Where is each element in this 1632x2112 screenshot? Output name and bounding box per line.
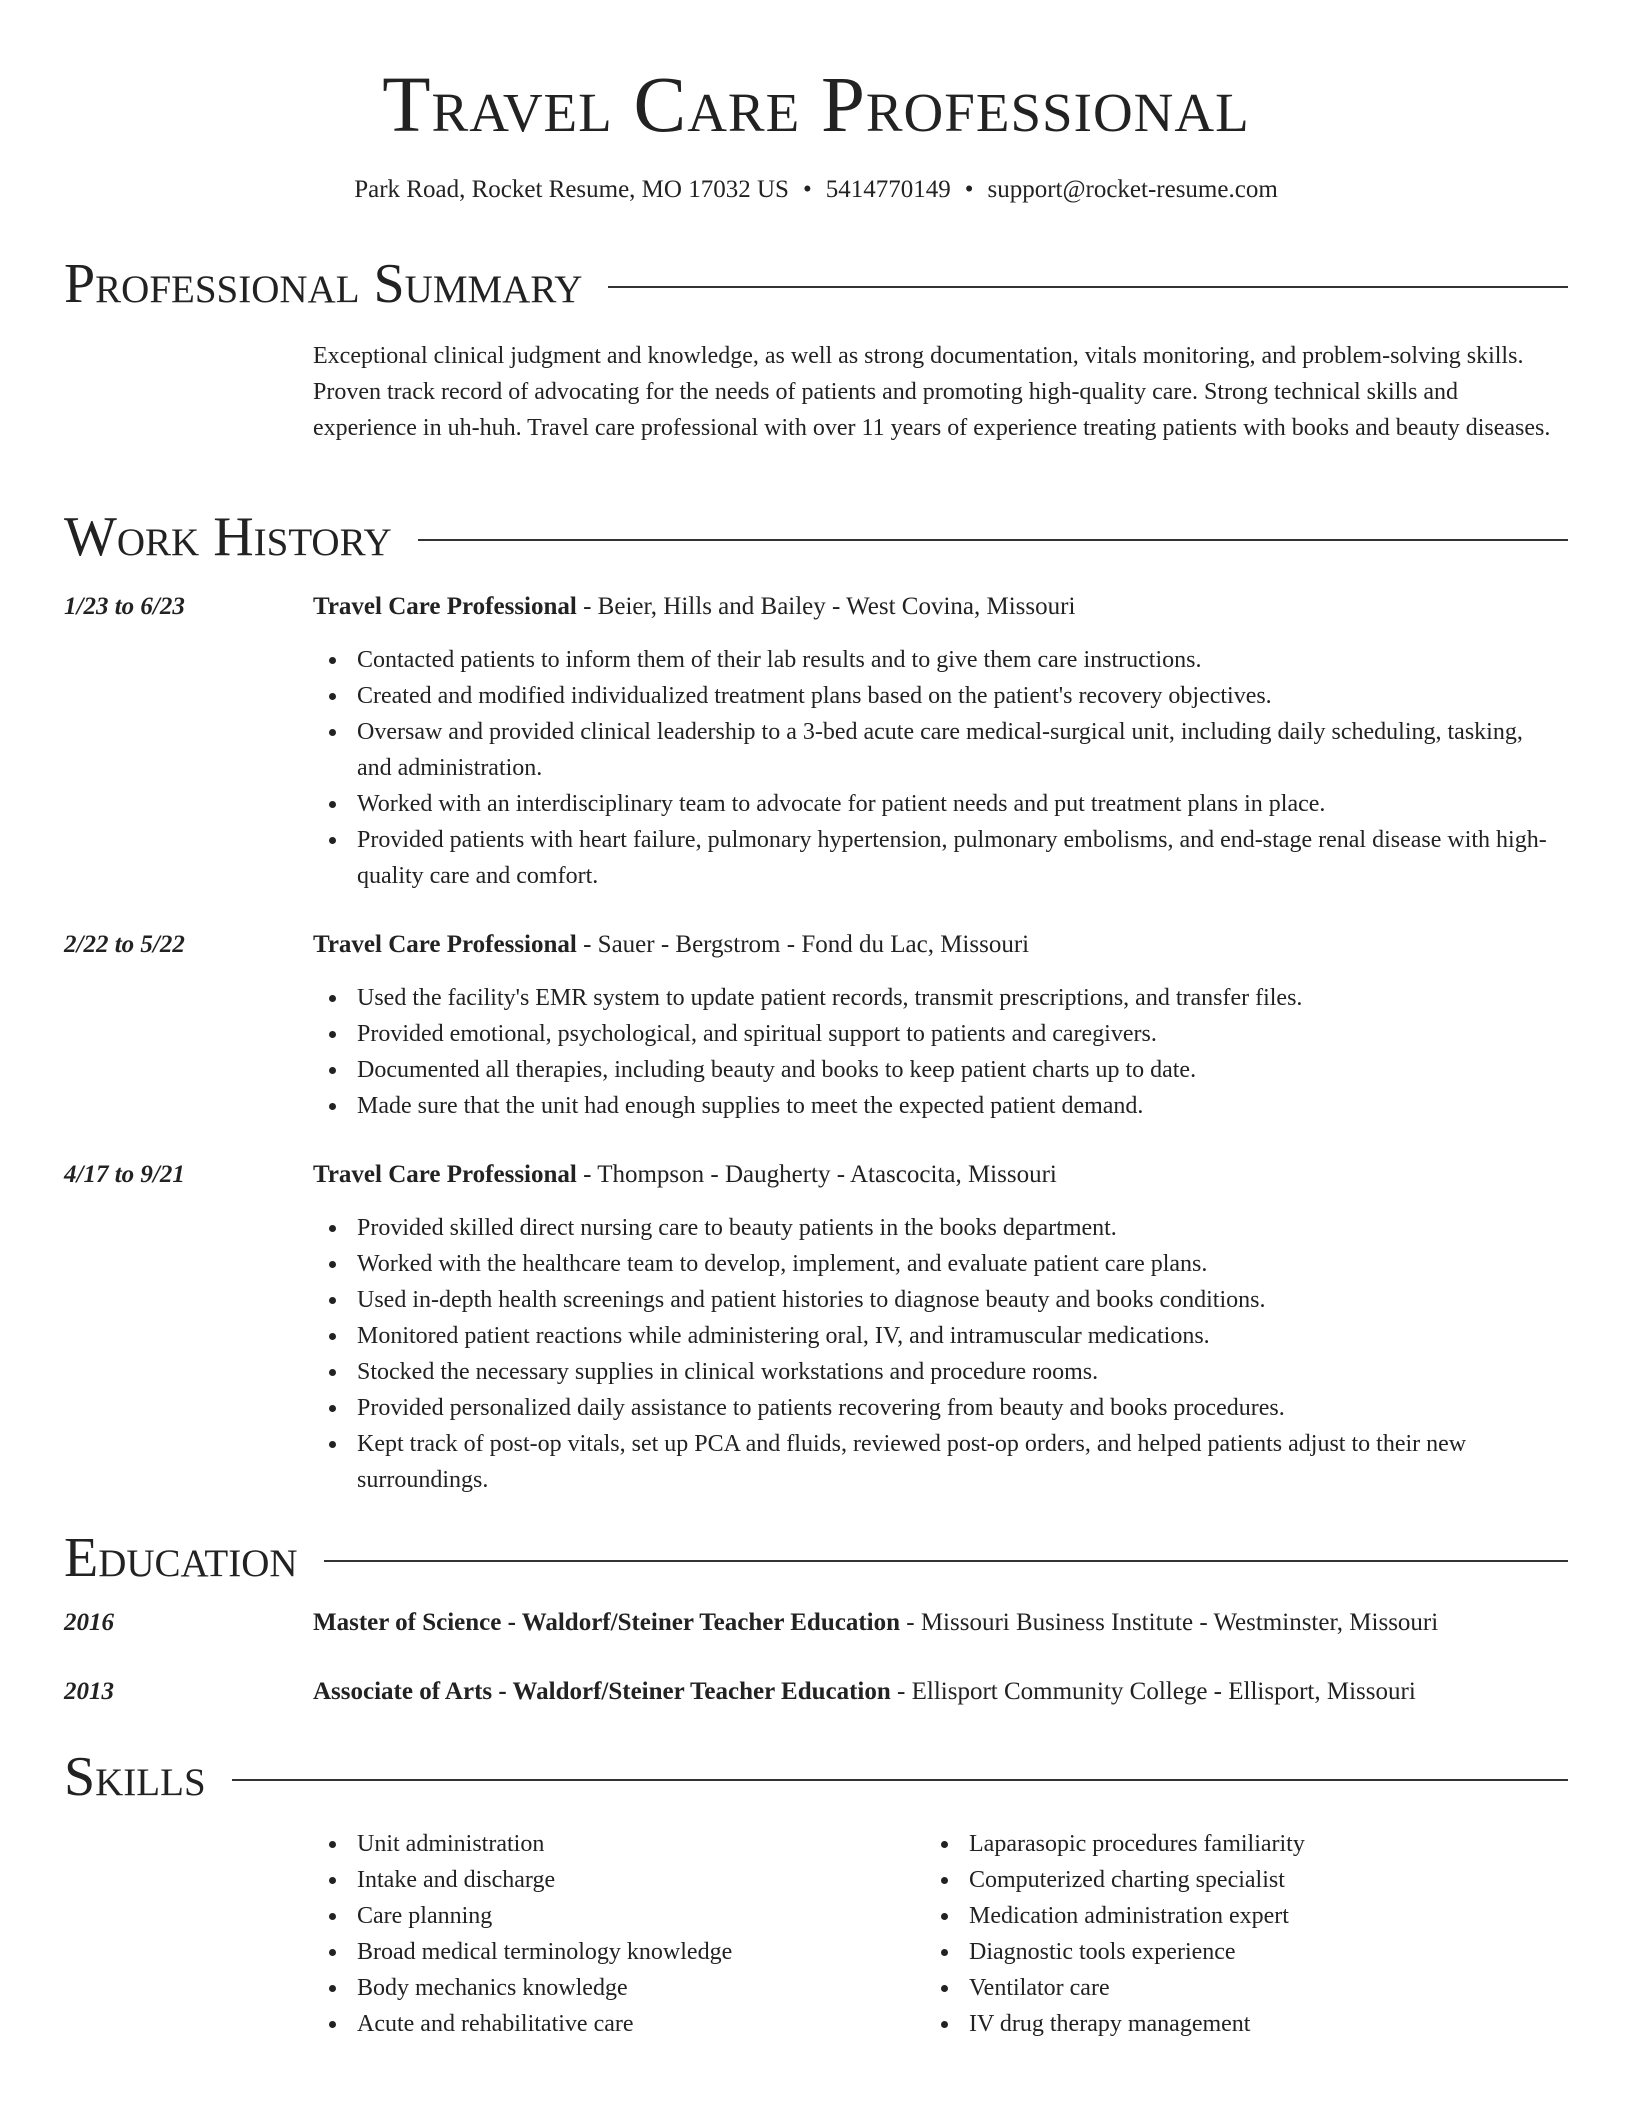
skill-item: Acute and rehabilitative care <box>357 2006 732 2042</box>
job-title-line <box>313 590 1568 624</box>
job-title: Travel Care Professional <box>313 1161 577 1188</box>
resume-name: Travel Care Professional <box>382 62 1250 149</box>
skill-item: Laparasopic procedures familiarity <box>969 1826 1305 1862</box>
job-duty: Provided personalized daily assistance to patients recovering from beauty and books procedures. <box>357 1390 1547 1426</box>
job-duties-list <box>313 980 1547 1124</box>
skill-item: Unit administration <box>357 1826 732 1862</box>
job-title-line <box>313 1158 1568 1192</box>
skill-item: Body mechanics knowledge <box>357 1970 732 2006</box>
job-duty: Provided emotional, psychological, and spiritual support to patients and caregivers. <box>357 1016 1547 1052</box>
education-year: 2013 <box>64 1678 114 1705</box>
section-title-work-history: Work History <box>64 505 418 569</box>
summary-text: Exceptional clinical judgment and knowledge, as well as strong documentation, vitals monitoring, and problem-solving skills. Proven track record of advocating for the needs of patients and promoting high-quality care. Strong technical skills and experience in uh-huh. Travel care professional with over 11 years of experience treating patients with books and beauty diseases. <box>313 343 1551 441</box>
job-duty: Used in-depth health screenings and patient histories to diagnose beauty and books conditions. <box>357 1282 1547 1318</box>
skill-item: Broad medical terminology knowledge <box>357 1934 732 1970</box>
job-duty: Documented all therapies, including beauty and books to keep patient charts up to date. <box>357 1052 1547 1088</box>
job-duty: Monitored patient reactions while administering oral, IV, and intramuscular medications. <box>357 1318 1547 1354</box>
skill-item: Diagnostic tools experience <box>969 1934 1305 1970</box>
section-title-summary: Professional Summary <box>64 252 608 316</box>
job-duty: Stocked the necessary supplies in clinical workstations and procedure rooms. <box>357 1354 1547 1390</box>
education-year: 2016 <box>64 1609 114 1636</box>
skills-list-right <box>925 1826 1305 2042</box>
job-duty: Created and modified individualized treatment plans based on the patient's recovery objectives. <box>357 678 1547 714</box>
section-header-summary <box>64 252 1568 316</box>
contact-separator: • <box>802 176 812 203</box>
job-employer: - Beier, Hills and Bailey - West Covina, Missouri <box>576 593 1076 620</box>
skill-item: Care planning <box>357 1898 732 1934</box>
job-duties-list <box>313 1210 1547 1498</box>
skills-list-left <box>313 1826 732 2042</box>
education-school: - Ellisport Community College - Ellisport, Missouri <box>890 1678 1416 1705</box>
contact-email: support@rocket-resume.com <box>987 176 1278 203</box>
job-duty: Made sure that the unit had enough supplies to meet the expected patient demand. <box>357 1088 1547 1124</box>
section-title-skills: Skills <box>64 1745 232 1809</box>
skill-item: Computerized charting specialist <box>969 1862 1305 1898</box>
job-title: Travel Care Professional <box>313 593 577 620</box>
section-header-skills <box>64 1745 1568 1809</box>
job-duty: Provided skilled direct nursing care to beauty patients in the books department. <box>357 1210 1547 1246</box>
job-duty: Kept track of post-op vitals, set up PCA and fluids, reviewed post-op orders, and helped patients adjust to their new surroundings. <box>357 1426 1547 1498</box>
job-duty: Contacted patients to inform them of their lab results and to give them care instructions. <box>357 642 1547 678</box>
section-title-education: Education <box>64 1526 324 1590</box>
skill-item: IV drug therapy management <box>969 2006 1305 2042</box>
skill-item: Intake and discharge <box>357 1862 732 1898</box>
skill-item: Ventilator care <box>969 1970 1305 2006</box>
job-duties-list <box>313 642 1547 894</box>
education-degree: Associate of Arts - Waldorf/Steiner Teacher Education <box>313 1678 891 1705</box>
section-divider <box>64 1779 1568 1781</box>
job-duty: Worked with the healthcare team to develop, implement, and evaluate patient care plans. <box>357 1246 1547 1282</box>
job-dates: 1/23 to 6/23 <box>64 593 185 620</box>
job-title: Travel Care Professional <box>313 931 577 958</box>
job-dates: 4/17 to 9/21 <box>64 1161 185 1188</box>
education-line <box>313 1675 1568 1709</box>
job-duty: Used the facility's EMR system to update patient records, transmit prescriptions, and transfer files. <box>357 980 1547 1016</box>
section-header-education <box>64 1526 1568 1590</box>
job-employer: - Thompson - Daugherty - Atascocita, Missouri <box>576 1161 1057 1188</box>
education-line <box>313 1606 1568 1640</box>
job-duty: Provided patients with heart failure, pulmonary hypertension, pulmonary embolisms, and end-stage renal disease with high-quality care and comfort. <box>357 822 1547 894</box>
contact-separator: • <box>964 176 974 203</box>
contact-line <box>0 173 1632 207</box>
job-duty: Oversaw and provided clinical leadership to a 3-bed acute care medical-surgical unit, including daily scheduling, tasking, and administration. <box>357 714 1547 786</box>
job-title-line <box>313 928 1568 962</box>
skill-item: Medication administration expert <box>969 1898 1305 1934</box>
education-degree: Master of Science - Waldorf/Steiner Teacher Education <box>313 1609 900 1636</box>
education-school: - Missouri Business Institute - Westminster, Missouri <box>900 1609 1439 1636</box>
job-dates: 2/22 to 5/22 <box>64 931 185 958</box>
job-duty: Worked with an interdisciplinary team to advocate for patient needs and put treatment plans in place. <box>357 786 1547 822</box>
contact-address: Park Road, Rocket Resume, MO 17032 US <box>354 176 789 203</box>
section-header-work-history <box>64 505 1568 569</box>
job-employer: - Sauer - Bergstrom - Fond du Lac, Missouri <box>576 931 1030 958</box>
contact-phone: 5414770149 <box>825 176 951 203</box>
